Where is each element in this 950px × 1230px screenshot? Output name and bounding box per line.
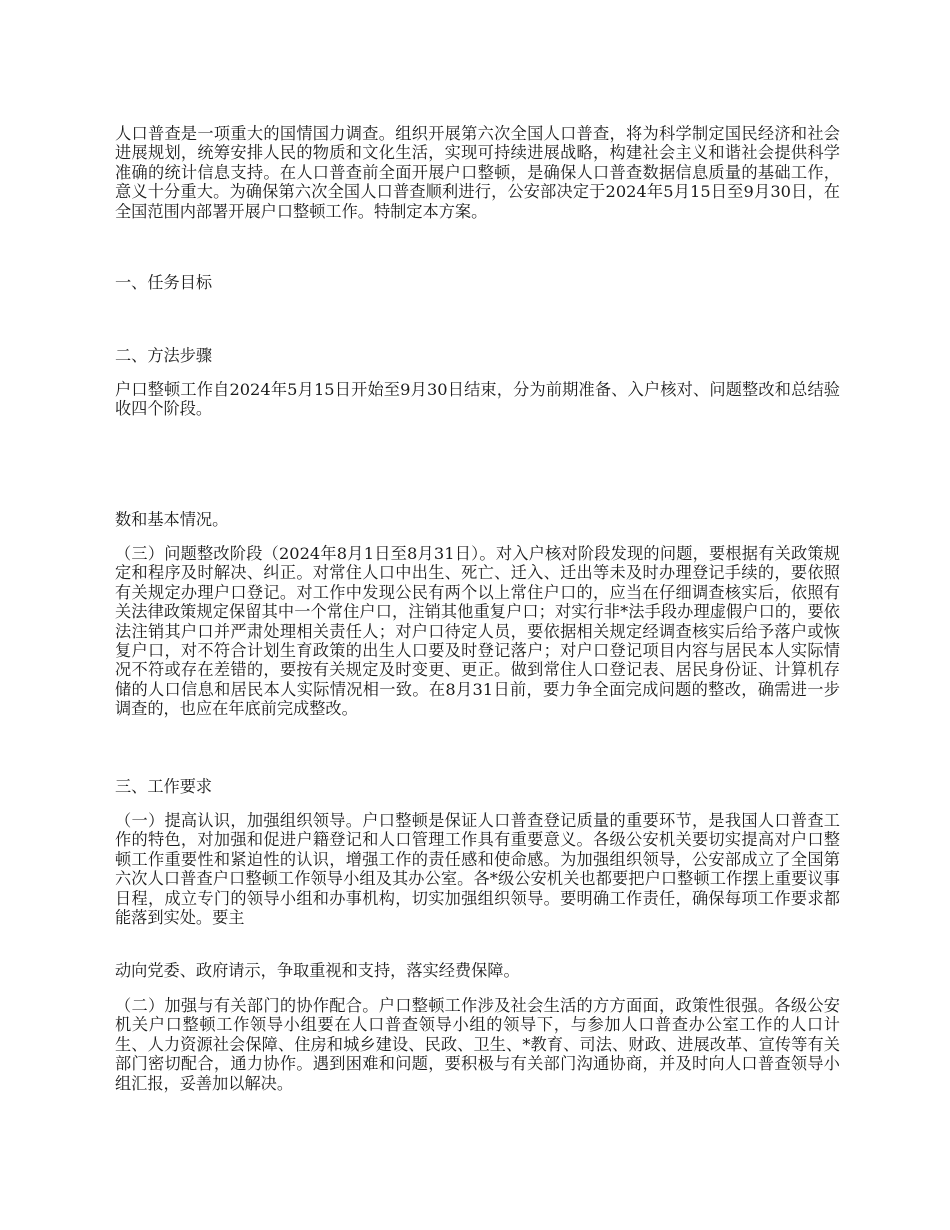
section-heading-requirements: 三、工作要求 [115, 777, 213, 796]
methods-paragraph: 户口整顿工作自2024年5月15日开始至9月30日结束，分为前期准备、入户核对、问题整改和总结验收四个阶段。 [115, 380, 840, 419]
fragment-paragraph: 数和基本情况。 [115, 510, 229, 529]
stage-3-paragraph: （三）问题整改阶段（2024年8月1日至8月31日）。对入户核对阶段发现的问题，要根据有关政策规定和程序及时解决、纠正。对常住人口中出生、死亡、迁入、迁出等未及时办理登记手续的，要依照有关规定办理户口登记。对工作中发现公民有两个以上常住户口的，应当在仔细调查核实后，依照有关法律政策规定保留其中一个常住户口，注销其他重复户口；对实行非*法手段办理虚假户口的，要依法注销其户口并严肃处理相关责任人；对户口待定人员，要依据相关规定经调查核实后给予落户或恢复户口，对不符合计划生育政策的出生人口要及时登记落户；对户口登记项目内容与居民本人实际情况不符或存在差错的，要按有关规定及时变更、更正。做到常住人口登记表、居民身份证、计算机存储的人口信息和居民本人实际情况相一致。在8月31日前，要力争全面完成问题的整改，确需进一步调查的，也应在年底前完成整改。 [115, 544, 840, 719]
intro-paragraph: 人口普查是一项重大的国情国力调查。组织开展第六次全国人口普查，将为科学制定国民经济和社会进展规划，统筹安排人民的物质和文化生活，实现可持续进展战略，构建社会主义和谐社会提供科学准确的统计信息支持。在人口普查前全面开展户口整顿，是确保人口普查数据信息质量的基础工作，意义十分重大。为确保第六次全国人口普查顺利进行，公安部决定于2024年5月15日至9月30日，在全国范围内部署开展户口整顿工作。特制定本方案。 [115, 124, 840, 221]
requirement-1-continued: 动向党委、政府请示，争取重视和支持，落实经费保障。 [115, 961, 520, 980]
requirement-2-paragraph: （二）加强与有关部门的协作配合。户口整顿工作涉及社会生活的方方面面，政策性很强。各级公安机关户口整顿工作领导小组要在人口普查领导小组的领导下，与参加人口普查办公室工作的人口计生、人力资源社会保障、住房和城乡建设、民政、卫生、*教育、司法、财政、进展改革、宣传等有关部门密切配合，通力协作。遇到困难和问题，要积极与有关部门沟通协商，并及时向人口普查领导小组汇报，妥善加以解决。 [115, 996, 840, 1093]
section-heading-task-goals: 一、任务目标 [115, 273, 213, 292]
section-heading-methods: 二、方法步骤 [115, 346, 213, 365]
requirement-1-paragraph: （一）提高认识，加强组织领导。户口整顿是保证人口普查登记质量的重要环节，是我国人口普查工作的特色，对加强和促进户籍登记和人口管理工作具有重要意义。各级公安机关要切实提高对户口整顿工作重要性和紧迫性的认识，增强工作的责任感和使命感。为加强组织领导，公安部成立了全国第六次人口普查户口整顿工作领导小组及其办公室。各*级公安机关也都要把户口整顿工作摆上重要议事日程，成立专门的领导小组和办事机构，切实加强组织领导。要明确工作责任，确保每项工作要求都能落到实处。要主 [115, 811, 840, 928]
